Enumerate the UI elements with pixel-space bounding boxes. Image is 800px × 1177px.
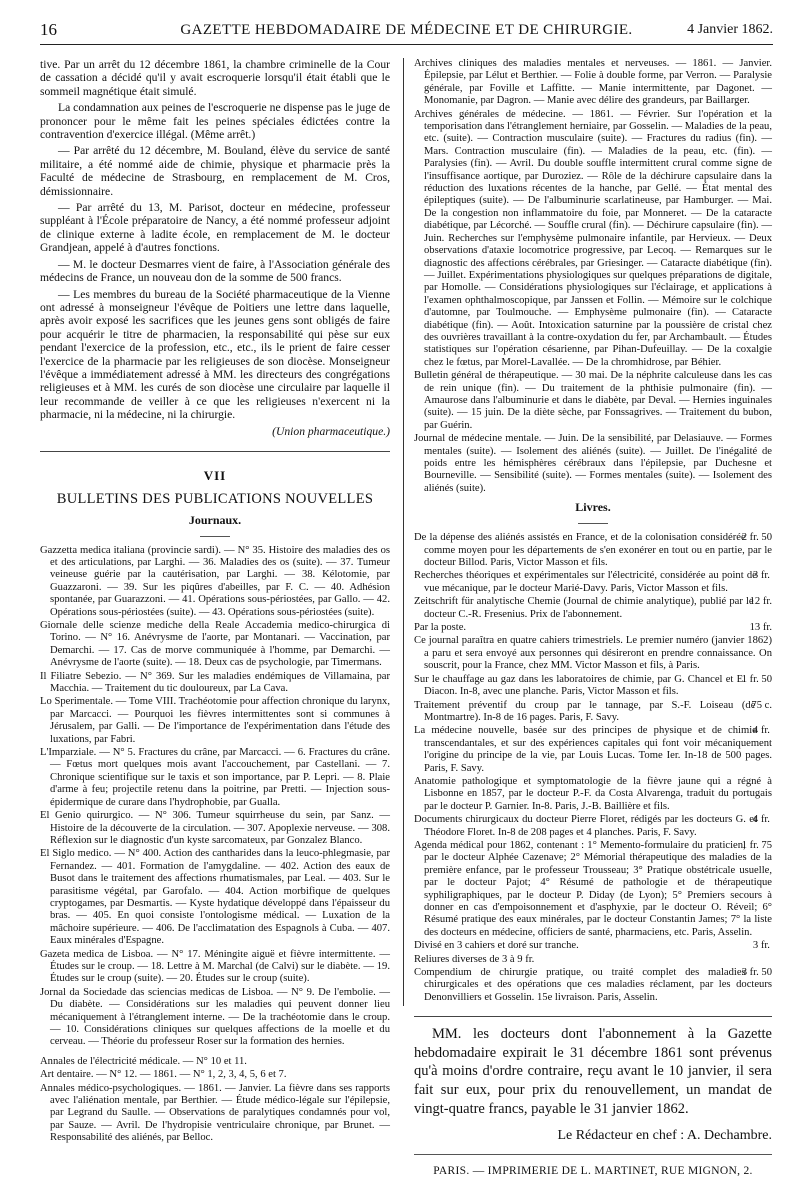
book-entry [414, 814, 772, 839]
journal-entry: Archives cliniques des maladies mentales et nerveuses. — 1861. — Janvier. Épilepsie, par Lélut et Berthier. — Folie à double forme, par Verron. — Paralysie générale, par Foville et Laffitte. — Manie intermittente, par Dagonet. — Monomanie, par Dagron. — Manie avec délire des grandeurs, par Baillarger. [414, 58, 772, 107]
book-price: 3 fr. [752, 940, 770, 952]
book-entry [414, 967, 772, 1004]
section-number: VII [203, 467, 227, 483]
journal-entry: El Genio quirurgico. — N° 306. Tumeur squirrheuse du sein, par Sanz. — Histoire de la découverte de la circulation. — 307. Apoplexie nerveuse. — 308. Réflexion sur le diagnostic d'un kyste sarcomateux, par Gonzalez Blanco. [40, 810, 390, 846]
news-paragraph: — M. le docteur Desmarres vient de faire, à l'Association générale des médecins de France, un nouveau don de la somme de 500 francs. [40, 257, 390, 285]
book-entry [414, 622, 772, 634]
journal-entry: Jornal da Sociedade das sciencias medicas de Lisboa. — N° 9. De l'embolie. — Du diabète. — Considérations sur les maladies qui peuvent donner lieu mécaniquement à l'étranglement interne. — De la trachéotomie dans le croup. — 10. Considérations cliniques sur quelques affections de la moelle et du cerveau. — Théorie du professeur Roser sur la formation des hernies. [40, 986, 390, 1048]
subscription-notice: MM. les docteurs dont l'abonnement à la Gazette hebdomadaire expirait le 31 décembre 1861 sont prévenus qu'à moins d'ordre contraire, reçu avant le 10 janvier, il sera fait sur eux, pour prix du renouvellement, un mandat de vingt-quatre francs, payable le 31 janvier 1862. [414, 1016, 772, 1118]
book-title: De la dépense des aliénés assistés en France, et de la colonisation considérée comme moyen pour les départements de s'en exonérer en tout ou en partie, par le docteur Billod. Paris, Victor Masson et fils. [414, 532, 772, 569]
book-title: Compendium de chirurgie pratique, ou traité complet des maladies chirurgicales et des opérations que ces maladies réclament, par les docteurs Denonvilliers et Gosselin. 15e livraison. Paris, Asselin. [414, 967, 772, 1003]
right-column [414, 58, 772, 1177]
news-paragraph: tive. Par un arrêt du 12 décembre 1861, la chambre criminelle de la Cour de cassation a décidé qu'il y avait escroquerie lorsqu'il était établi que le sommeil magnétique était simulé. [40, 58, 390, 98]
book-price: 75 c. [751, 699, 772, 711]
book-title: Anatomie pathologique et symptomatologie de la fièvre jaune qui a régné à Lisbonne en 1857, par le docteur P.-F. da Costa Alvarenga, traduit du portugais par le docteur P. Garnier. In-8. Paris, J.-B. Baillière et fils. [414, 775, 772, 812]
book-price: 4 fr. [752, 814, 770, 826]
news-paragraph: — Par arrêté du 13, M. Parisot, docteur en médecine, professeur suppléant à l'École préparatoire de Nancy, a été nommé professeur adjoint de clinique externe à ladite école, en remplacement de M. le docteur Grandjean, appelé à d'autres fonctions. [40, 201, 390, 255]
book-entry [414, 840, 772, 939]
book-entry [414, 940, 772, 952]
section-title: BULLETINS DES PUBLICATIONS NOUVELLES [56, 490, 374, 507]
journal-entry: Bulletin général de thérapeutique. — 30 mai. De la néphrite calculeuse dans les cas de rein unique (fin). — Du traitement de la phthisie pulmonaire (fin). — Amaurose dans l'albuminurie et dans le diabète, par Deval. — Hernies inguinales (suite). — 15 juin. De la diète sèche, par Fonssagrives. — Traitement du bubon, par Guérin. [414, 370, 772, 431]
book-entry [414, 596, 772, 621]
header-rule [40, 44, 773, 45]
book-entry [414, 674, 772, 699]
book-price: 1 fr. 50 [741, 673, 772, 685]
book-title: Agenda médical pour 1862, contenant : 1° Memento-formulaire du praticien, par le docteur Alphée Cazenave; 2° Mémorial thérapeutique des maladies de la première enfance, par le professeur Trousseau; 3° Pratique obstétricale usuelle, par le docteur Pajot; 4° Résumé de pathologie et de thérapeutique syphiligraphiques, par le docteur P. Diday (de Lyon); 5° Premiers secours à donner en cas d'empoisonnement et d'asphyxie, par le docteur O. Réveil; 6° Résumé pratique des eaux minérales, par le docteur Constantin James; 7° la liste des docteurs en médecine, officiers de santé, pharmaciens, etc. Paris, Asselin. [414, 839, 772, 938]
book-title: Recherches théoriques et expérimentales sur l'électricité, considérée au point de vue mécanique, par le docteur Marié-Davy. Paris, Victor Masson et fils. [414, 570, 757, 594]
book-list [414, 532, 772, 1004]
short-rule [578, 523, 608, 524]
journal-list [40, 545, 390, 1145]
news-section [40, 58, 390, 422]
journal-entry: Archives générales de médecine. — 1861. — Février. Sur l'opération et la temporisation dans l'étranglement herniaire, par Gosselin. — Maladies de la peau, etc. (suite). — Contraction musculaire (suite). — Fractures du radius (fin). — Mars. Contraction musculaire (fin). — Maladies de la peau, etc. (fin). — Paralysies (fin). — Avril. Du double souffle intermittent crural comme signe de l'insuffisance aortique, par Duroziez. — Rôle de la déchirure capsulaire dans la réduction des luxations récentes de la hanche, par Gellé. — État mental des épileptiques (suite). — De l'albuminurie scarlatineuse, par Hamburger. — Mai. De la congestion non inflammatoire du foie, par Monneret. — De la cataracte diabétique, par Lécorché. — Souffle crural (fin). — Déchirure capsulaire (fin). — Juin. Recherches sur l'emphysème pulmonaire infantile, par Hervieux. — Deux observations d'ataxie locomotrice progressive, par Lecoq. — Remarques sur le diagnostic des affections cérébrales, par Griesinger. — Cataracte diabétique (fin). — Juillet. Expérimentations physiologiques sur quelques préparations de digitale, par Homolle. — Considérations physiologiques sur l'éclairage, et applications à l'examen ophthalmoscopique, par Janssen et Follin. — Mémoire sur le colchique d'automne, par Toulmouche. — Emphysème pulmonaire (fin). — Cataracte diabétique (fin). — Août. Intoxication saturnine par la poussière de cristal chez des ouvrières travaillant à la contre-oxydation du fer, par Archambault. — Études statistiques sur l'opération césarienne, par Pihan-Dufeuillay. — De la coxalgie chez le fœtus, par Morel-Lavallée. — De la chromhidrose, par Béhier. [414, 108, 772, 368]
book-title: Traitement préventif du croup par le tannage, par S.-F. Loiseau (de Montmartre). In-8 de 16 pages. Paris, F. Savy. [414, 699, 756, 723]
journal-entry: Lo Sperimentale. — Tome VIII. Trachéotomie pour affection chronique du larynx, par Marcacci. — Pourquoi les fièvres intermittentes sont si communes à Jérusalem, par Galli. — De l'importance de l'expérimentation dans l'étude des luxations, par Fabri. [40, 696, 390, 745]
book-price: 4 fr. [752, 725, 770, 737]
book-price: 1 fr. 75 [741, 839, 772, 851]
journal-entry: L'Imparziale. — N° 5. Fractures du crâne, par Marcacci. — 6. Fractures du crâne. — Fœtus mort quelques mois avant l'accouchement, par Castellani. — 7. Chronique scientifique sur le taxis et son importance, par P. Lepri. — 8. Plaie d'arme à feu; projectile retenu dans la poitrine, par Pretti. — Injection sous-épidermique de curare dans l'hydrophobie, par Gualla. [40, 747, 390, 808]
journal-list-continued [414, 58, 772, 495]
book-price: 2 fr. 50 [741, 532, 772, 544]
book-entry [414, 725, 772, 775]
journal-entry: Annales de l'électricité médicale. — N° 10 et 11. [40, 1055, 247, 1067]
journal-title: GAZETTE HEBDOMADAIRE DE MÉDECINE ET DE CHIRURGIE. [180, 22, 633, 38]
news-paragraph: — Par arrêté du 12 décembre, M. Bouland, élève du service de santé militaire, a été nommé aide de chimie, physique et pharmacie près la Faculté de médecine de Strasbourg, en remplacement de M. Cros, démissionnaire. [40, 144, 390, 198]
book-entry [414, 635, 772, 672]
printer-imprint: PARIS. — IMPRIMERIE DE L. MARTINET, RUE MIGNON, 2. [414, 1154, 772, 1177]
subsection-title-journaux: Journaux. [188, 512, 242, 527]
column-divider [403, 58, 404, 1006]
book-title: La médecine nouvelle, basée sur des principes de physique et de chimie transcendantales, et sur des expériences capitales qui font voir mécaniquement l'origine du principe de la vie, par Louis Lucas. Tome Ier. In-18 de 500 pages. Paris, F. Savy. [414, 725, 772, 774]
book-entry [414, 954, 772, 966]
book-price: 3 fr. 50 [741, 967, 772, 979]
journal-entry: Gazeta medica de Lisboa. — N° 17. Méningite aiguë et fièvre intermittente. — Études sur le croup. — 18. Lettre à M. Marchal (de Calvi) sur le diabète. — 19. Études sur le croup (suite). — 20. Études sur le croup (suite). [40, 948, 390, 985]
book-entry [414, 532, 772, 569]
journal-entry: Art dentaire. — N° 12. — 1861. — N° 1, 2, 3, 4, 5, 6 et 7. [40, 1069, 287, 1081]
news-paragraph: La condamnation aux peines de l'escroquerie ne dispense pas le juge de prononcer pour le même fait les peines spéciales édictées contre la contravention d'exercice illégal. (Même arrêt.) [40, 101, 390, 142]
source-citation: (Union pharmaceutique.) [272, 424, 390, 438]
book-title: Par la poste. [414, 622, 467, 634]
section-separator [40, 451, 390, 452]
book-entry [414, 570, 772, 595]
issue-date: 4 Janvier 1862. [687, 22, 773, 37]
journal-entry: Giornale delle scienze mediche della Reale Accademia medico-chirurgica di Torino. — N° 16. Anévrysme de l'aorte, par Montanari. — Vaccination, par Demarchi. — 17. Cas de morve communiquée à l'homme, par Demarchi. — Anévrysme de l'aorte (suite). — 18. Deux cas de psychologie, par Timermans. [40, 620, 390, 669]
journal-entry: Il Filiatre Sebezio. — N° 369. Sur les maladies endémiques de Villamaina, par Macchia. — Traitement du tic douloureux, par La Cava. [40, 670, 390, 695]
book-entry [414, 700, 772, 725]
book-price: 3 fr. [752, 570, 770, 582]
journal-entry: El Siglo medico. — N° 400. Action des cantharides dans la leuco-phlegmasie, par Fernandez. — 401. Formation de l'amygdaline. — 402. Action des eaux de Busot dans le traitement des affections rhumatismales, par Leal. — 403. Sur le parasitisme végétal, par Garofalo. — 404. Action morbifique de quelques cryptogames, par Desmartis. — Kyste hydatique développé dans l'épaisseur du bras. — 405. En quoi consiste l'ontologisme médical. — Luxation de la mâchoire supérieure. — 406. De l'acclimatation des Espagnols à Cuba. — 407. Eaux minérales d'Espagne. [40, 848, 390, 947]
book-title: Reliures diverses de 3 à 9 fr. [414, 953, 535, 965]
journal-entry: Gazzetta medica italiana (provincie sardi). — N° 35. Histoire des maladies des os et des articulations, par Larghi. — 36. Maladies des os (suite). — 37. Tumeur veineuse guérie par la cautérisation, par Larghi. — 38. Kélotomie, par Guazzaroni. — 39. Sur les piqûres d'abeilles, par F. C. — 40. Adhésion spontanée, par Guarazzoni. — 41. Opérations sous-périostées, par Gallo. — 42. Opérations sous-périostées (suite). — 43. Opérations sous-périostées (suite). [40, 544, 390, 618]
left-column [40, 58, 390, 1146]
news-paragraph: — Les membres du bureau de la Société pharmaceutique de la Vienne ont adressé à monseigneur l'évêque de Poitiers une lettre dans laquelle, après avoir exposé les sacrifices que les jeunes gens sont obligés de faire pour acquérir le titre de pharmacien, la responsabilité qui pèse sur eux pendant l'exercice de la profession, etc., etc., ils le prient de faire cesser l'exercice de la pharmacie par les religieuses de son diocèse. Monseigneur l'évêque a immédiatement adressé à MM. les directeurs des congrégations religieuses et à MM. les curés de son diocèse une circulaire par laquelle il leur recommande de veiller à ce que les religieuses n'exercent ni la pharmacie, ni la médecine, ni la chirurgie. [40, 287, 390, 422]
book-price: 13 fr. [749, 622, 772, 634]
book-title: Documents chirurgicaux du docteur Pierre Floret, rédigés par les docteurs G. et Théodore Floret. In-8 de 208 pages et 4 planches. Paris, F. Savy. [414, 814, 757, 838]
short-rule [200, 536, 230, 537]
book-price: 12 fr. [749, 596, 772, 608]
book-title: Sur le chauffage au gaz dans les laboratoires de chimie, par G. Chancel et E. Diacon. In-8, avec une planche. Paris, Victor Masson et fils. [414, 673, 746, 698]
book-title: Zeitschrift für analytische Chemie (Journal de chimie analytique), publié par le docteur C.-R. Fresenius. Prix de l'abonnement. [414, 596, 754, 620]
editor-signature: Le Rédacteur en chef : A. Dechambre. [557, 1128, 772, 1144]
journal-entry: Journal de médecine mentale. — Juin. De la sensibilité, par Delasiauve. — Formes mentales (suite). — Isolement des aliénés (suite). — Juillet. De l'inégalité de poids entre les hémisphères cérébraux dans l'épilepsie, par Duchesne et Bourneville. — Sensibilité (suite). — Formes mentales (suite). — Isolement des aliénés (suite). [414, 433, 772, 494]
book-entry [414, 776, 772, 813]
subsection-title-livres: Livres. [575, 500, 611, 515]
page-header [40, 18, 773, 42]
book-title: Ce journal paraîtra en quatre cahiers trimestriels. Le premier numéro (janvier 1862) a paru et sera envoyé aux personnes qui désireront en prendre connaissance. On souscrit, pour la France, chez MM. Victor Masson et fils, à Paris. [414, 635, 772, 672]
page-number: 16 [40, 20, 57, 39]
journal-entry: Annales médico-psychologiques. — 1861. — Janvier. La fièvre dans ses rapports avec l'aliénation mentale, par Berthier. — Étude médico-légale sur l'épilepsie, par Legrand du Saulle. — Observations de paralytiques condamnés pour vol, par Sauze. — Avril. De l'hydropisie ventriculaire chronique, par Brunet. — Responsabilité des aliénés, par Belloc. [40, 1082, 390, 1144]
book-title: Divisé en 3 cahiers et doré sur tranche. [414, 940, 579, 952]
